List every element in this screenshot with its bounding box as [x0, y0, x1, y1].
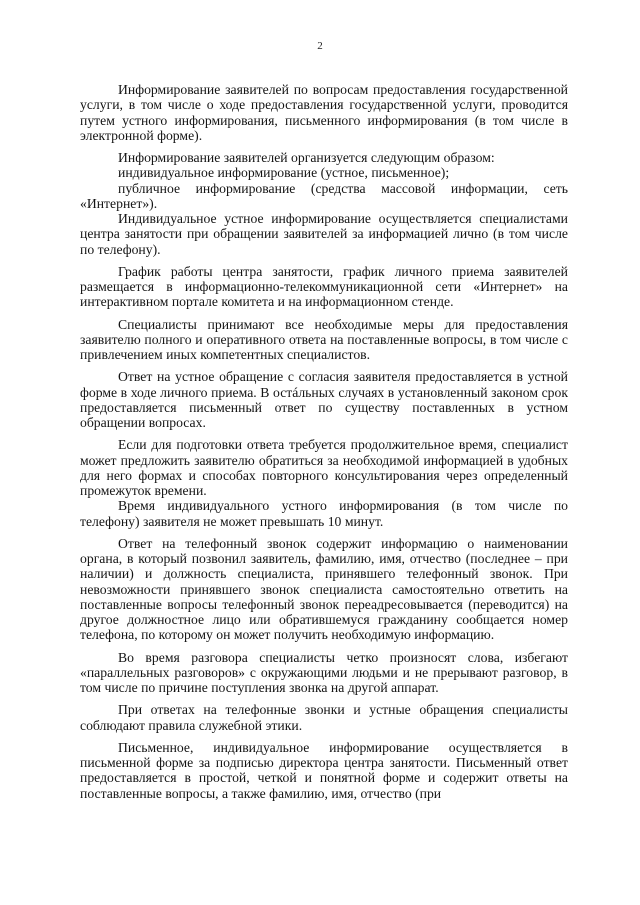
paragraph-individual-info: индивидуальное информирование (устное, письменное); [118, 165, 450, 181]
paragraph-oral-info: Индивидуальное устное информирование осуществляется специалистами центра занятости при обращении заявителей за информацией лично (в том числе по телефону). [80, 211, 568, 257]
paragraph-phone-answer: Ответ на телефонный звонок содержит информацию о наименовании органа, в который позвонил заявитель, фамилию, имя, отчество (последнее – при наличии) и должность специалиста, принявшего телефонный звонок. При невозможности принявшего звонок специалиста самостоятельно ответить на поставленные вопросы телефонный звонок переадресовывается (переводится) на другое должностное лицо или обратившемуся гражданину сообщается номер телефона, по которому он может получить необходимую информацию. [80, 535, 568, 643]
paragraph-specialists-measures: Специалисты принимают все необходимые меры для предоставления заявителю полного и оперативного ответа на поставленные вопросы, в том числе с привлечением иных компетентных специалистов. [80, 316, 568, 362]
paragraph-conversation: Во время разговора специалисты четко произносят слова, избегают «параллельных разговоров» с окружающими людьми и не прерывают разговор, в том числе по причине поступления звонка на другой аппарат. [80, 649, 568, 695]
paragraph-oral-request-answer: Ответ на устное обращение с согласия заявителя предоставляется в устной форме в ходе личного приема. В остáльных случаях в установленный законом срок предоставляется письменный ответ по существу поставленных в устном обращении вопросах. [80, 369, 568, 430]
paragraph-public-info: публичное информирование (средства массовой информации, сеть «Интернет»). [80, 180, 568, 211]
paragraph-informing-applicants: Информирование заявителей по вопросам предоставления государственной услуги, в том числе о ходе предоставления государственной услуги, проводится путем устного информирования, письменного информирования (в том числе в электронной форме). [80, 82, 568, 143]
paragraph-schedule: График работы центра занятости, график личного приема заявителей размещается в информационно-телекоммуникационной сети «Интернет» на интерактивном портале комитета и на информационном стенде. [80, 263, 568, 310]
paragraph-written-info: Письменное, индивидуальное информирование осуществляется в письменной форме за подписью директора центра занятости. Письменный ответ предоставляется в простой, четкой и понятной форме и содержит ответы на поставленные вопросы, а также фамилию, имя, отчество (при [80, 739, 568, 801]
paragraph-ethics: При ответах на телефонные звонки и устные обращения специалисты соблюдают правила служебной этики. [80, 702, 568, 733]
paragraph-organization: Информирование заявителей организуется следующим образом: [118, 150, 495, 165]
paragraph-time-limit: Время индивидуального устного информирования (в том числе по телефону) заявителя не может превышать 10 минут. [80, 498, 568, 529]
paragraph-long-preparation: Если для подготовки ответа требуется продолжительное время, специалист может предложить заявителю обратиться за необходимой информацией в удобных для него формах и способах повторного консультирования через определенный промежуток времени. [80, 437, 568, 498]
page-number: 2 [317, 40, 323, 52]
document-body [80, 82, 568, 801]
